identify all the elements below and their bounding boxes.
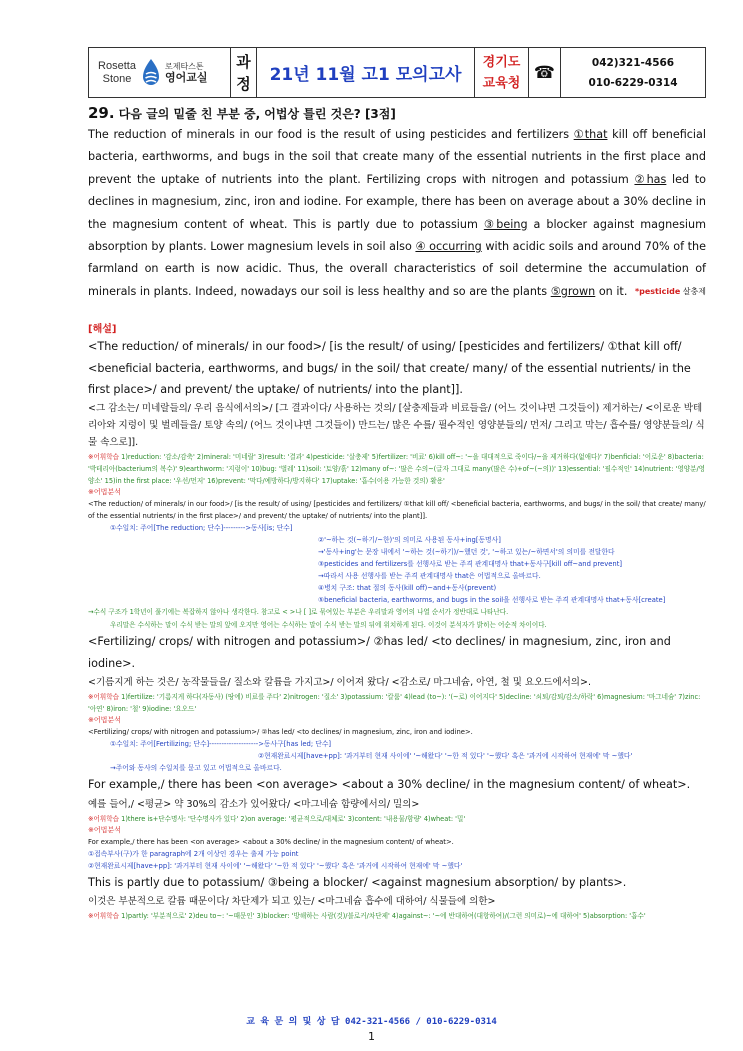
grammar-note-1-1: ①수일치: 주어[The reduction; 단수]--------->동사[is; 단수] [110,524,293,533]
option-1: ①that [573,128,608,141]
office-label: 경기도 교육청 [475,48,529,97]
analysis-heading: [해설] [88,324,117,336]
grammar-note-1-3: →'동사+ing'는 문장 내에서 '~하는 것(~하기)/~했던 것', '~하고 있는/~하면서'의 의미를 전달한다 [318,548,615,557]
analysis-translation-3: 예를 들어,/ <평균> 약 30%의 감소가 있어왔다/ <마그네슘 함량에서의/ 밀의> [88,798,420,810]
analysis-translation-2: <기름지게 하는 것은/ 농작물들을/ 질소와 칼륨을 가지고>/ 이어져 왔다/ <감소로/ 마그네슘, 아연, 철 및 요오드에서의>. [88,677,591,689]
telephone-icon: ☎ [529,48,561,97]
page-number: 1 [368,1030,375,1043]
grammar-line-3: For example,/ there has been <on average> <about a 30% decline/ in the magnesium content/ of wheat>. [88,837,454,846]
grammar-note-2-3: →주어와 동사의 수일치를 묻고 있고 어법적으로 올바르다. [110,764,282,773]
vocab-1: ※어휘학습 1)reduction: '감소/감축' 2)mineral: '미네랄' 3)result: '결과' 4)pesticide: '살충제' 5)fertilizer: '비료' 6)kill off~: '~을 대대적으로 죽이다/~을 제거하다(없애다)' 7)benficial: '이로운' 8)bacteria: '박테리아(bacterium의 복수)' 9)earthworm: '지렁이' 10)bug: '벌레' 11)soil: '토양/흙' 12)many of~: '많은 수의~(글자 그대로 many(많은 수)+of~(~의))' 13)essential: '필수적인' 14)nutrient: '영양분/영양소' 15)in the first place: '우선/먼저' 16)prevent: '막다/예방하다/방지하다' 17)uptake: '흡수(이용 가능한 것의) 활용' [88,453,706,486]
grammar-note-1-8: →수식 구조가 1학년이 풀기에는 복잡하지 않아나 생각한다. 참고로 < >나 [ ]로 묶여있는 부분은 우리말과 영어의 나열 순서가 정반대로 나타난다. [88,608,509,617]
option-2: ②has [634,172,667,186]
vocab-4: ※어휘학습 1)partly: '부분적으로' 2)deu to~: '~때문인' 3)blocker: '방해하는 사람(것)/블로커/차단제' 4)against~: '~에 반대하여(대항하여)/(그런 의미로)~에 대하여' 5)absorption: '흡수' [88,912,646,921]
rosetta-stone-logo-icon [141,58,161,88]
header-box [88,47,706,98]
brand-en: Rosetta Stone [98,59,136,85]
grammar-line-1: <The reduction/ of minerals/ in our food>/ [is the result/ of using/ [pesticides and fertilizers/ ①that kill off/ <beneficial bacteria, earthworms, and bugs/ in the soil/ that create/ many/ of the essential nutrients/ in the first place>/ and prevent/ the uptake/ of nutrients/ into the plant]]. [88,500,706,521]
analysis-translation-1: <그 감소는/ 미네랄들의/ 우리 음식에서의>/ [그 결과이다/ 사용하는 것의/ [살충제들과 비료들을/ (어느 것이냐면 그것들이) 제거하는/ <이로운 박테리아와 지렁이 및 벌레들을/ 토양 속의/ (어느 것이냐면 그것들이) 만드는/ 많은 수를/ 필수적인 영양분들의/ 먼저/ 그리고 막는/ 흡수를/ 영양분들의/ 식물 속으로]]. [88,403,705,449]
grammar-tag-3: ※어법분석 [88,825,121,834]
analysis-sentence-2: <Fertilizing/ crops/ with nitrogen and potassium>/ ②has led/ <to declines/ in magnesium, zinc, iron and iodine>. [88,635,671,670]
footer-contact: 교 육 문 의 및 상 담 042-321-4566 / 010-6229-0314 [246,1017,497,1027]
grammar-note-3-2: ②현재완료시제[have+pp]: '과거부터 현재 사이에' '~해왔다' '~한 적 있다' '~했다' 혹은 '과거에 시작하여 현재에' 막 ~했다' [88,861,463,870]
footnote: *pesticide 살충제 [634,286,706,296]
vocab-3: ※어휘학습 1)there is+단수명사: '단수명사가 있다' 2)on average: '평균적으로/대체로' 3)content: '내용물/함량' 4)wheat: '밀' [88,814,466,823]
grammar-note-1-2: ②'~하는 것(~하기/~한)'의 의미로 사용된 동사+ing[동명사] [318,536,501,545]
analysis-translation-4: 이것은 부분적으로 칼륨 때문이다/ 차단제가 되고 있는/ <마그네슘 흡수에 대하여/ 식물들에 의한> [88,896,496,908]
grammar-tag-1: ※어법분석 [88,488,121,497]
grammar-note-1-4: ③pesticides and fertilizers를 선행사로 받는 주격 관계대명사 that+동사구[kill off~and prevent] [318,560,623,569]
brand-kr: 로제타스톤 영어교실 [165,62,208,84]
grammar-note-1-6: ④병치 구조: that 절의 동사(kill off)~and+동사(prevent) [318,584,497,593]
grammar-note-2-1: ①수일치: 주어[Fertilizing; 단수]-------------------->동사구[has led; 단수] [110,740,332,749]
option-4: ④ occurring [415,240,482,254]
main-content [88,104,706,922]
grammar-note-3-1: ①접속부사(구)가 한 paragraph에 2개 이상인 경우는 출제 가능 point [88,849,299,858]
grammar-note-1-7: ⑤beneficial bacteria, earthworms, and bugs in the soil을 선행사로 받는 주격 관계대명사 that+동사[create] [318,596,666,605]
option-3: ③being [483,217,528,231]
grammar-tag-2: ※어법분석 [88,716,121,725]
brand-logo [89,48,231,97]
phone-numbers: 042)321-4566 010-6229-0314 [588,56,678,89]
option-5: ⑤grown [550,284,596,298]
analysis-sentence-1: <The reduction/ of minerals/ in our food>/ [is the result/ of using/ [pesticides and fertilizers/ ①that kill off/ <beneficial bacteria, earthworms, and bugs/ in the soil/ that create/ many/ of the essential nutrients/ in the first place>/ and prevent/ the uptake/ of nutrients/ into the plant]]. [88,340,691,397]
course-label: 과 정 [231,48,257,97]
grammar-note-1-5: →따라서 사용 선행사를 받는 주격 관계대명사 that은 어법적으로 올바르다. [318,572,541,581]
analysis-sentence-4: This is partly due to potassium/ ③being a blocker/ <against magnesium absorption/ by plants>. [88,875,627,889]
question-prompt: 29. 다음 글의 밑줄 친 부분 중, 어법상 틀린 것은? [3점] [88,104,396,122]
grammar-note-1-9: 우리말은 수식하는 말이 수식 받는 말의 앞에 오지만 영어는 수식하는 말이 수식 받는 말의 뒤에 위치하게 된다. 이것이 분석자가 밝히는 어순적 차이이다. [110,620,547,629]
passage: The reduction of minerals in our food is the result of using pesticides and fertilizers ①that kill off beneficial bacteria, earthworms, and bugs in the soil that create many of the essential nutrients in the first place and prevent the uptake of nutrients into the plant. Fertilizing crops with nitrogen and potassium ②has led to declines in magnesium, zinc, iron and iodine. For example, there has been on average about a 30% decline in the magnesium content of wheat. This is partly due to potassium ③being a blocker against magnesium absorption by plants. Lower magnesium levels in soil also ④ occurring with acidic soils and around 70% of the farmland on earth is now acidic. Thus, the overall characteristics of soil determine the accumulation of minerals in plants. Indeed, nowadays our soil is less healthy and so are the plants ⑤grown on it. *pesticide 살충제 [88,124,706,303]
exam-title: 21년 11월 고1 모의고사 [257,48,475,97]
vocab-2: ※어휘학습 1)fertilize: '기름지게 하다(자동사) (땅에) 비료를 주다' 2)nitrogen: '질소' 3)potassium: '칼륨' 4)lead (to~): '(~로) 이어지다' 5)decline: '쇠퇴/감퇴/감소/하락' 6)magnesium: '마그네슘' 7)zinc: '아연' 8)iron: '철' 9)iodine: '요오드' [88,693,701,714]
grammar-note-2-2: ②현재완료시제[have+pp]: '과거부터 현재 사이에' '~해왔다' '~한 적 있다' '~했다' 혹은 '과거에 시작하여 현재에' 막 ~했다' [258,752,633,761]
analysis-sentence-3: For example,/ there has been <on average> <about a 30% decline/ in the magnesium content/ of wheat>. [88,778,691,792]
grammar-line-2: <Fertilizing/ crops/ with nitrogen and potassium>/ ②has led/ <to declines/ in magnesium, zinc, iron and iodine>. [88,728,473,737]
